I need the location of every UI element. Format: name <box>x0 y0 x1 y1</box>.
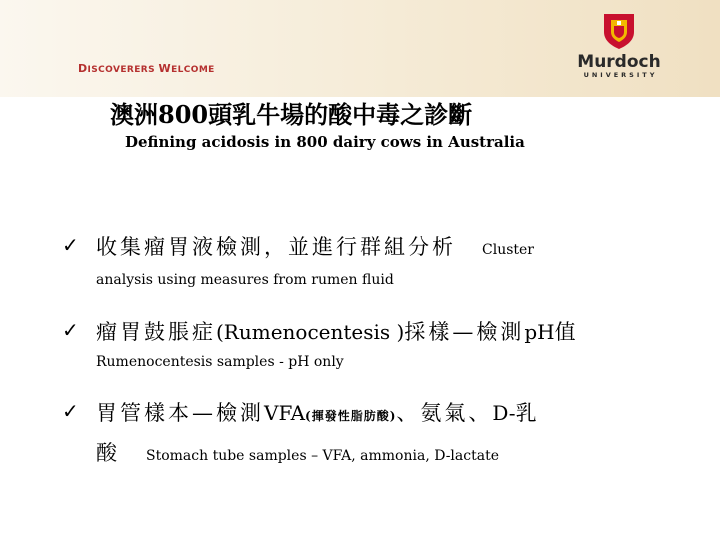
check-icon: ✓ <box>62 399 79 423</box>
tagline-initial-d: D <box>78 62 88 75</box>
bullet-3-parenthetical: (揮發性脂肪酸) <box>305 409 397 423</box>
bullet-3-d: D- <box>492 401 516 425</box>
slide-title-english: Defining acidosis in 800 dairy cows in Australia <box>125 133 525 151</box>
murdoch-logo <box>574 12 664 86</box>
bullet-3-vfa: VFA <box>264 401 306 425</box>
bullet-3-chinese-b: 、氨氣、 <box>396 401 493 425</box>
tagline-word-1: ISCOVERERS <box>87 65 155 75</box>
tagline <box>78 62 215 75</box>
bullet-2-chinese-b: 採樣—檢測 <box>404 320 525 344</box>
bullet-2-ph: pH <box>524 320 555 344</box>
bullet-3-line-1 <box>96 400 540 429</box>
tagline-initial-w: W <box>158 62 172 75</box>
bullet-1-english-start: Cluster <box>482 242 534 258</box>
bullet-3-english: Stomach tube samples – VFA, ammonia, D-lactate <box>146 448 499 464</box>
logo-name: Murdoch <box>577 52 661 72</box>
bullet-2-line-2: Rumenocentesis samples - pH only <box>96 354 344 370</box>
bullet-3-chinese-d: 酸 <box>96 441 120 465</box>
bullet-1-chinese: 收集瘤胃液檢測，並進行群組分析 <box>96 235 456 259</box>
bullet-3-chinese-a: 胃管樣本—檢測 <box>96 401 264 425</box>
bullet-3-chinese-c: 乳 <box>515 401 540 425</box>
bullet-2-chinese-c: 值 <box>554 320 579 344</box>
check-icon: ✓ <box>62 318 79 342</box>
check-icon: ✓ <box>62 233 79 257</box>
bullet-2-line-1 <box>96 319 579 345</box>
shield-icon <box>602 12 636 50</box>
tagline-word-2: ELCOME <box>171 65 215 75</box>
bullet-1-line-1 <box>96 234 534 263</box>
slide-title-chinese: 澳洲800頭乳牛場的酸中毒之診斷 <box>110 100 473 129</box>
bullet-3-line-2 <box>96 440 499 469</box>
bullet-2-latin: (Rumenocentesis ) <box>216 320 405 344</box>
bullet-1-line-2: analysis using measures from rumen fluid <box>96 272 394 288</box>
logo-subtitle: UNIVERSITY <box>583 71 658 79</box>
bullet-2-chinese-a: 瘤胃鼓脹症 <box>96 320 216 344</box>
